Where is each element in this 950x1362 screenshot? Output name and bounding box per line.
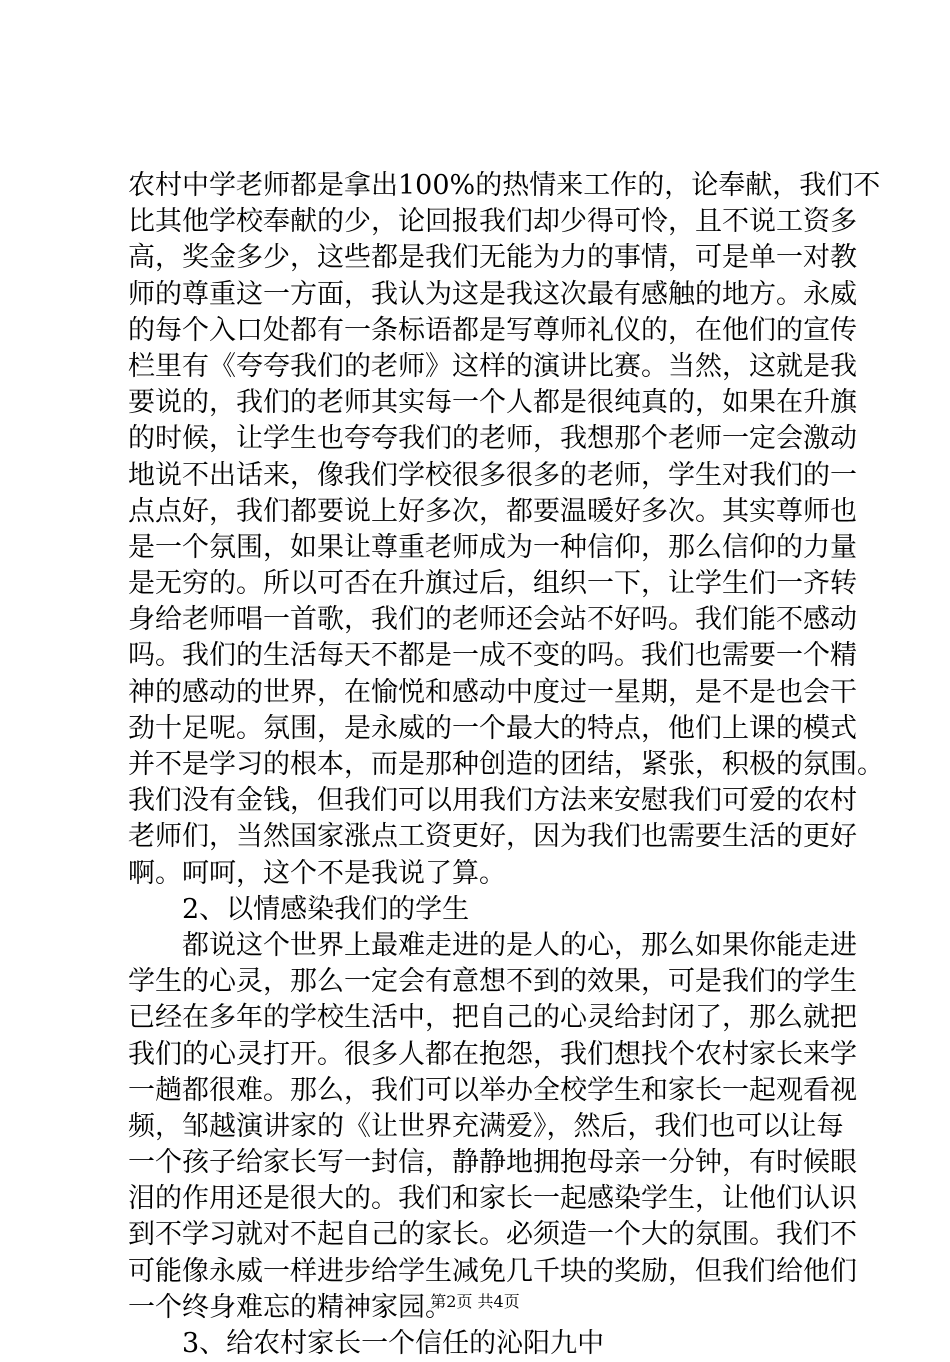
text-line: 神的感动的世界，在愉悦和感动中度过一星期，是不是也会干 [128,676,857,708]
section-heading: 2、以情感染我们的学生 [182,893,470,925]
text-line: 农村中学老师都是拿出100%的热情来工作的，论奉献，我们不 [128,170,881,201]
text-line: 一个孩子给家长写一封信，静静地拥抱母亲一分钟，有时候眼 [128,1147,857,1179]
text-line: 劲十足呢。氛围，是永威的一个最大的特点，他们上课的模式 [128,712,857,744]
text-line: 泪的作用还是很大的。我们和家长一起感染学生，让他们认识 [128,1183,857,1215]
text-line: 一趟都很难。那么，我们可以举办全校学生和家长一起观看视 [128,1074,857,1106]
section-heading: 3、给农村家长一个信任的沁阳九中 [182,1328,605,1359]
text-line: 师的尊重这一方面，我认为这是我这次最有感触的地方。永威 [128,278,857,310]
text-line: 一个终身难忘的精神家园。 [128,1291,452,1323]
text-line: 都说这个世界上最难走进的是人的心，那么如果你能走进 [182,929,857,961]
text-line: 是无穷的。所以可否在升旗过后，组织一下，让学生们一齐转 [128,568,857,600]
body-text [128,168,884,1362]
text-line: 老师们，当然国家涨点工资更好，因为我们也需要生活的更好 [128,821,857,853]
text-line: 并不是学习的根本，而是那种创造的团结，紧张，积极的氛围。 [128,749,884,780]
text-line: 高，奖金多少，这些都是我们无能为力的事情，可是单一对教 [128,242,857,274]
text-line: 身给老师唱一首歌，我们的老师还会站不好吗。我们能不感动 [128,604,857,636]
text-line: 已经在多年的学校生活中，把自己的心灵给封闭了，那么就把 [128,1002,857,1034]
text-line: 的时候，让学生也夸夸我们的老师，我想那个老师一定会激动 [128,423,857,455]
text-line: 可能像永威一样进步给学生减免几千块的奖励，但我们给他们 [128,1255,857,1287]
text-line: 我们的心灵打开。很多人都在抱怨，我们想找个农村家长来学 [128,1038,857,1070]
text-line: 的每个入口处都有一条标语都是写尊师礼仪的，在他们的宣传 [128,314,857,346]
text-line: 学生的心灵，那么一定会有意想不到的效果，可是我们的学生 [128,966,857,998]
text-line: 要说的，我们的老师其实每一个人都是很纯真的，如果在升旗 [128,387,857,419]
page-number: 第2页 共4页 [430,1292,520,1311]
text-line: 频，邹越演讲家的《让世界充满爱》，然后，我们也可以让每 [128,1110,844,1142]
page-footer [0,1292,950,1312]
text-line: 啊。呵呵，这个不是我说了算。 [128,857,506,889]
text-line: 比其他学校奉献的少，论回报我们却少得可怜，且不说工资多 [128,206,857,238]
text-line: 到不学习就对不起自己的家长。必须造一个大的氛围。我们不 [128,1219,857,1251]
text-line: 我们没有金钱，但我们可以用我们方法来安慰我们可爱的农村 [128,785,857,817]
text-line: 栏里有《夸夸我们的老师》这样的演讲比赛。当然，这就是我 [128,350,857,382]
text-line: 是一个氛围，如果让尊重老师成为一种信仰，那么信仰的力量 [128,531,857,563]
text-line: 地说不出话来，像我们学校很多很多的老师，学生对我们的一 [128,459,857,491]
text-line: 点点好，我们都要说上好多次，都要温暖好多次。其实尊师也 [128,495,857,527]
text-line: 吗。我们的生活每天不都是一成不变的吗。我们也需要一个精 [128,640,857,672]
